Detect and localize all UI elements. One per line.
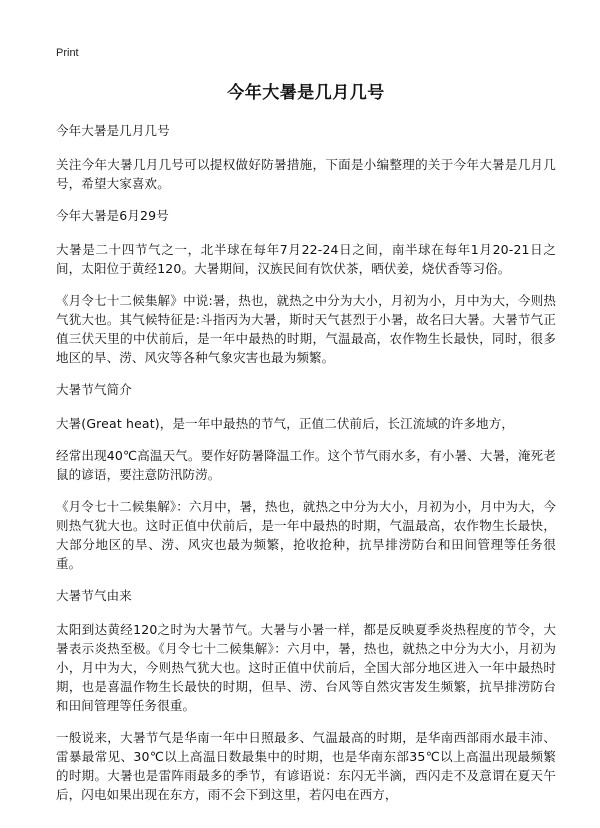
paragraph: 经常出现40℃高温天气。要作好防暑降温工作。这个节气雨水多，有小暑、大暑，淹死老鼠的谚语，要注意防汛防涝。 bbox=[56, 448, 556, 482]
paragraph: 大暑(Great heat)，是一年中最热的节气，正值二伏前后，长江流域的许多地方， bbox=[56, 416, 515, 431]
paragraph: 《月令七十二候集解》：六月中，暑，热也，就热之中分为大小，月初为小，月中为大，今则热气犹大也。这时正值中伏前后，是一年中最热的时期，气温最高，农作物生长最快，大部分地区的旱、涝、风灾也最为频繁，抢收抢种，抗旱排涝防台和田间管理等任务很重。 bbox=[56, 499, 556, 571]
section-heading: 大暑节气简介 bbox=[56, 382, 132, 397]
print-link[interactable]: Print bbox=[56, 47, 79, 59]
section-heading: 今年大暑是6月29号 bbox=[56, 208, 169, 223]
article bbox=[56, 78, 556, 817]
page-title: 今年大暑是几月几号 bbox=[227, 83, 385, 103]
paragraph: 《月令七十二候集解》中说:暑，热也，就热之中分为大小，月初为小，月中为大，今则热气犹大也。其气候特征是:斗指丙为大暑，斯时天气甚烈于小暑，故名曰大暑。大暑节气正值三伏天里的中伏前后，是一年中最热的时期，气温最高，农作物生长最快，同时，很多地区的旱、涝、风灾等各种气象灾害也最为频繁。 bbox=[56, 293, 556, 365]
section-heading: 今年大暑是几月几号 bbox=[56, 123, 170, 138]
paragraph: 大暑是二十四节气之一，北半球在每年7月22-24日之间，南半球在每年1月20-21日之间，太阳位于黄经120。大暑期间，汉族民间有饮伏茶，晒伏姜，烧伏香等习俗。 bbox=[56, 242, 556, 276]
section-heading: 大暑节气由来 bbox=[56, 588, 132, 603]
paragraph: 太阳到达黄经120之时为大暑节气。大暑与小暑一样，都是反映夏季炎热程度的节令，大暑表示炎热至极。《月令七十二候集解》：六月中，暑，热也，就热之中分为大小，月初为小，月中为大，今则热气犹大也。这时正值中伏前后，全国大部分地区进入一年中最热时期，也是喜温作物生长最快的时期，但旱、涝、台风等自然灾害发生频繁，抗旱排涝防台和田间管理等任务很重。 bbox=[56, 622, 556, 713]
paragraph: 关注今年大暑几月几号可以提权做好防暑措施，下面是小编整理的关于今年大暑是几月几号，希望大家喜欢。 bbox=[56, 157, 556, 191]
paragraph: 一般说来，大暑节气是华南一年中日照最多、气温最高的时期，是华南西部雨水最丰沛、雷暴最常见、30℃以上高温日数最集中的时期，也是华南东部35℃以上高温出现最频繁的时期。大暑也是雷阵雨最多的季节，有谚语说：东闪无半滴，西闪走不及意谓在夏天午后，闪电如果出现在东方，雨不会下到这里，若闪电在西方， bbox=[56, 730, 556, 802]
